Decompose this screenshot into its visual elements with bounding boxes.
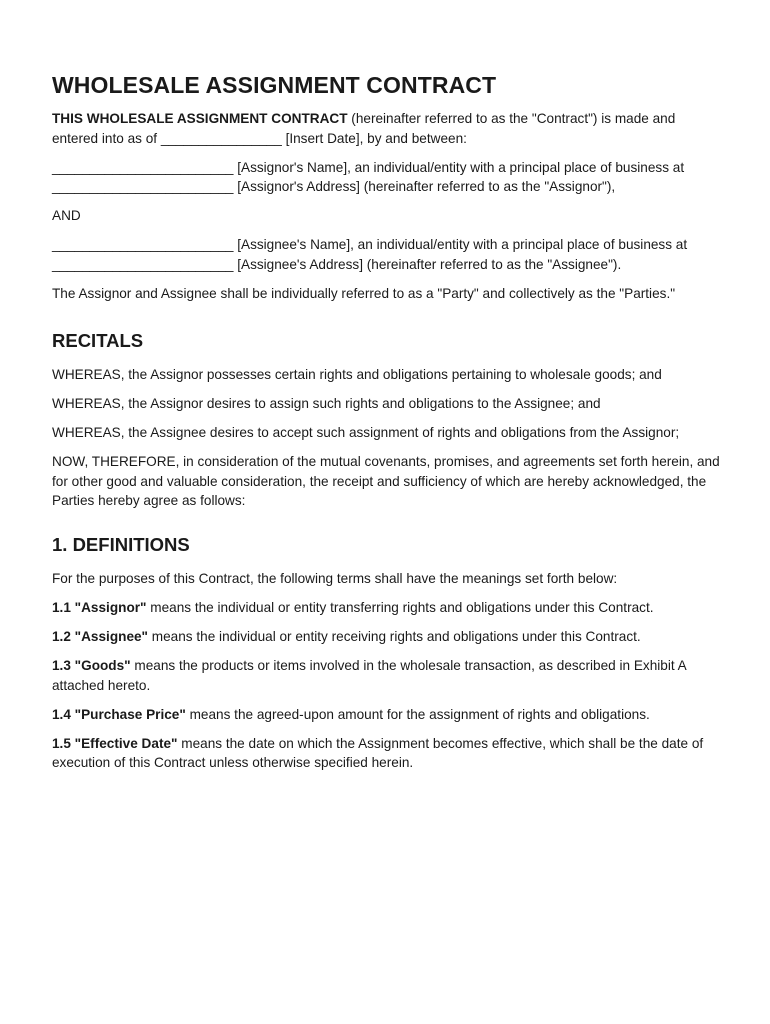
document-title: WHOLESALE ASSIGNMENT CONTRACT [52, 72, 497, 98]
definition-text: means the agreed-upon amount for the assignment of rights and obligations. [185, 706, 650, 722]
definition-item [52, 705, 720, 725]
parties-paragraph: The Assignor and Assignee shall be individually referred to as a "Party" and collectively as the "Parties." [52, 286, 676, 302]
definition-item [52, 656, 720, 695]
definitions-intro: For the purposes of this Contract, the following terms shall have the meanings set forth below: [52, 570, 618, 586]
recital-item: WHEREAS, the Assignor desires to assign such rights and obligations to the Assignee; and [52, 395, 601, 411]
recital-item: WHEREAS, the Assignee desires to accept such assignment of rights and obligations from the Assignor; [52, 424, 680, 440]
assignor-block: ________________________ [Assignor's Name], an individual/entity with a principal place of business at ________________________ [Assignor's Address] (hereinafter referred to as the "Assignor"), [52, 159, 685, 195]
assignee-block: ________________________ [Assignee's Name], an individual/entity with a principal place of business at ________________________ [Assignee's Address] (hereinafter referred to as the "Assignee"). [52, 237, 688, 273]
intro-bold-lead: THIS WHOLESALE ASSIGNMENT CONTRACT [52, 111, 348, 126]
definition-term: 1.5 "Effective Date" [52, 735, 178, 751]
definition-text: means the date on which the Assignment becomes effective, which shall be the date of execution of this Contract unless otherwise specified herein. [52, 735, 704, 771]
definition-text: means the individual or entity transferring rights and obligations under this Contract. [146, 599, 654, 615]
intro-text: (hereinafter referred to as the "Contract") is made and entered into as of ________________ [Insert Date], by and between: [52, 111, 676, 146]
definition-item [52, 598, 720, 618]
recitals-heading: RECITALS [52, 329, 144, 351]
definition-text: means the individual or entity receiving rights and obligations under this Contract. [148, 629, 641, 644]
definition-item [52, 627, 720, 647]
and-separator: AND [52, 208, 81, 224]
definition-text: means the products or items involved in the wholesale transaction, as described in Exhibit A attached hereto. [52, 658, 686, 693]
definition-item [52, 734, 720, 773]
recital-item: NOW, THEREFORE, in consideration of the mutual covenants, promises, and agreements set forth herein, and for other good and valuable consideration, the receipt and sufficiency of which are hereby acknowledged, the Parties hereby agree as follows: [52, 454, 720, 509]
definition-term: 1.1 "Assignor" [52, 599, 147, 615]
definitions-heading: 1. DEFINITIONS [52, 533, 190, 555]
intro-paragraph [52, 109, 720, 148]
definition-term: 1.4 "Purchase Price" [52, 706, 186, 722]
recital-item: WHEREAS, the Assignor possesses certain rights and obligations pertaining to wholesale goods; and [52, 366, 662, 382]
definition-term: 1.2 "Assignee" [52, 629, 149, 644]
definition-term: 1.3 "Goods" [52, 658, 131, 674]
